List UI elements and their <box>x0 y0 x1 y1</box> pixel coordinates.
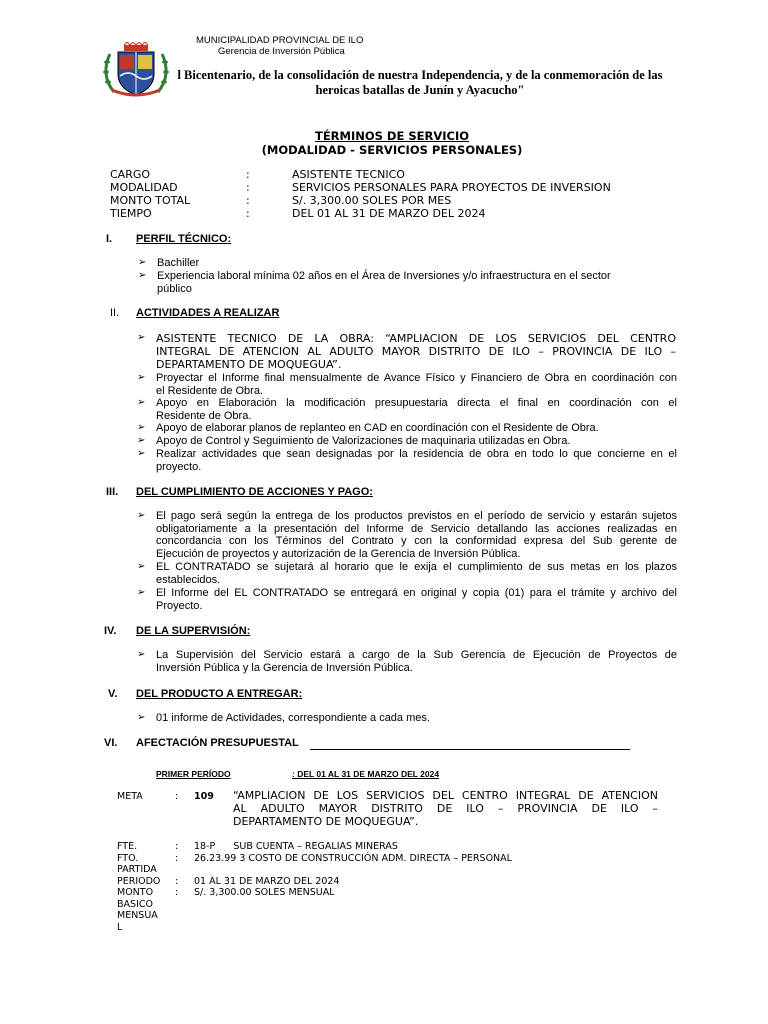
arrowhead-bullet-icon: ➢ <box>137 561 146 572</box>
section-number: V. <box>108 688 118 700</box>
field-value: S/. 3,300.00 SOLES POR MES <box>292 194 452 207</box>
title-underline <box>310 749 630 750</box>
arrowhead-bullet-icon: ➢ <box>137 448 146 459</box>
arrowhead-bullet-icon: ➢ <box>137 397 146 408</box>
department-name: Gerencia de Inversión Pública <box>218 46 345 57</box>
field-key: MODALIDAD <box>110 181 178 194</box>
field-value: DEL 01 AL 31 DE MARZO DEL 2024 <box>292 207 486 220</box>
meta-code: 109 <box>194 791 214 802</box>
period-value: : DEL 01 AL 31 DE MARZO DEL 2024 <box>292 769 440 779</box>
section-title-producto: DEL PRODUCTO A ENTREGAR: <box>136 688 303 700</box>
field-row-monto <box>0 194 768 207</box>
field-sep: : <box>246 181 250 194</box>
section-title-cumplimiento: DEL CUMPLIMIENTO DE ACCIONES Y PAGO: <box>136 486 373 498</box>
field-value: ASISTENTE TECNICO <box>292 168 405 181</box>
section-number: VI. <box>104 737 118 749</box>
field-key: TIEMPO <box>110 207 152 220</box>
entity-name: MUNICIPALIDAD PROVINCIAL DE ILO <box>196 35 364 46</box>
arrowhead-bullet-icon: ➢ <box>137 712 146 723</box>
field-sep: : <box>246 168 250 181</box>
period-label: PRIMER PERÍODO <box>156 769 231 779</box>
section-title-actividades: ACTIVIDADES A REALIZAR <box>136 307 280 319</box>
list-item-continuation: público <box>157 283 192 295</box>
arrowhead-bullet-icon: ➢ <box>137 649 146 660</box>
section-number: II. <box>110 307 120 319</box>
field-value: SERVICIOS PERSONALES PARA PROYECTOS DE INVERSION <box>292 181 611 194</box>
section-title-afectacion: AFECTACIÓN PRESUPUESTAL <box>136 737 299 749</box>
arrowhead-bullet-icon: ➢ <box>137 422 146 433</box>
meta-sep: : <box>175 791 179 802</box>
document-subtitle: (MODALIDAD - SERVICIOS PERSONALES) <box>261 143 523 157</box>
budget-table: FTE. : 18-P SUB CUENTA – REGALIAS MINERAS FTO. : 26.23.99 3 COSTO DE CONSTRUCCIÓN ADM. DIRECTA – PERSONAL PARTIDA PERIODO : 01 AL 31 DE MARZO DEL 2024 MONTO : S/. 3,300.00 SOLES MENSUAL BASICO MENSUA L <box>117 841 512 933</box>
field-row-tiempo <box>0 207 768 220</box>
arrowhead-bullet-icon: ➢ <box>137 587 146 598</box>
arrowhead-bullet-icon: ➢ <box>138 257 147 268</box>
motto-line-1: l Bicentenario, de la consolidación de nuestra Independencia, y de la conmemoración de las <box>177 68 663 82</box>
motto-text <box>160 68 680 98</box>
field-row-cargo <box>0 168 768 181</box>
arrowhead-bullet-icon: ➢ <box>137 510 146 521</box>
section-title-supervision: DE LA SUPERVISIÓN: <box>136 625 251 637</box>
section-number: I. <box>106 233 113 245</box>
motto-line-2: heroicas batallas de Junín y Ayacucho" <box>315 83 525 97</box>
field-sep: : <box>246 194 250 207</box>
section-title-perfil: PERFIL TÉCNICO: <box>136 233 232 245</box>
field-sep: : <box>246 207 250 220</box>
arrowhead-bullet-icon: ➢ <box>138 270 147 281</box>
meta-description: “AMPLIACION DE LOS SERVICIOS DEL CENTRO INTEGRAL DE ATENCION AL ADULTO MAYOR DISTRITO DE ILO – PROVINCIA DE ILO – DEPARTAMENTO DE MOQUEGUA”. <box>233 789 658 828</box>
field-key: MONTO TOTAL <box>110 194 191 207</box>
field-row-modalidad <box>0 181 768 194</box>
arrowhead-bullet-icon: ➢ <box>137 372 146 383</box>
section-number: IV. <box>104 625 117 637</box>
arrowhead-bullet-icon: ➢ <box>137 435 146 446</box>
meta-label: META <box>117 791 143 802</box>
field-key: CARGO <box>110 168 151 181</box>
arrowhead-bullet-icon: ➢ <box>137 332 146 343</box>
section-number: III. <box>106 486 119 498</box>
document-title: TÉRMINOS DE SERVICIO <box>314 129 470 143</box>
